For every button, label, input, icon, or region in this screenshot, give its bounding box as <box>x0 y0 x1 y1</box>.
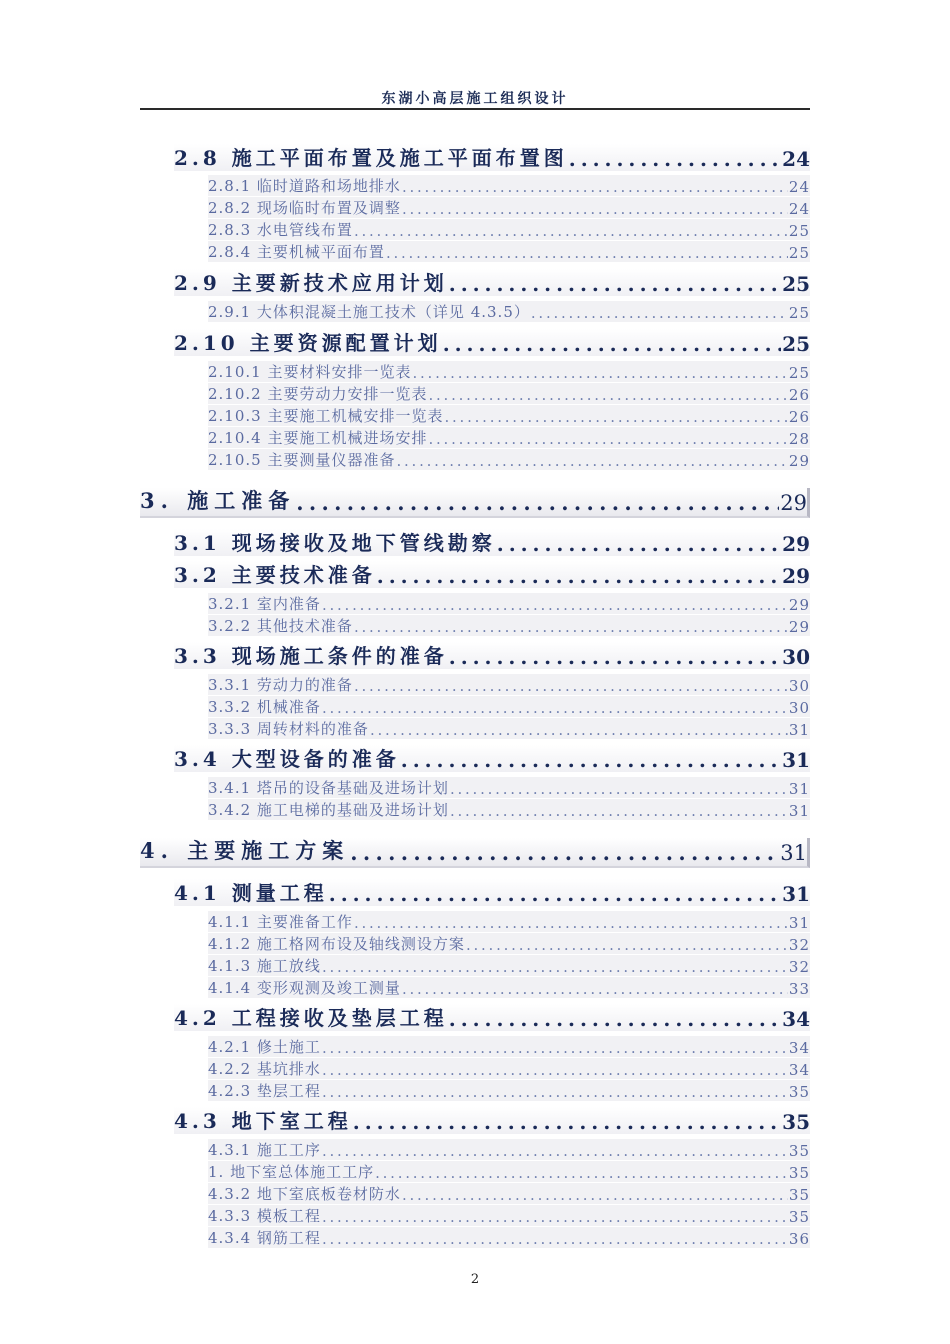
toc-entry-page: 31 <box>788 780 810 798</box>
toc-dot-leader <box>322 1208 788 1226</box>
toc-entry-page: 25 <box>788 304 810 322</box>
toc-entry-page: 25 <box>782 272 810 296</box>
toc-dot-leader <box>449 272 781 296</box>
toc-entry-title: 4.1.3 施工放线 <box>208 957 321 975</box>
toc-entry-level-3[interactable] <box>208 405 810 426</box>
toc-entry-page: 29 <box>788 452 810 470</box>
toc-dot-leader <box>450 802 788 820</box>
toc-dot-leader <box>322 1039 788 1057</box>
toc-dot-leader <box>412 364 787 382</box>
toc-dot-leader <box>354 914 788 932</box>
toc-entry-level-3[interactable] <box>208 301 810 322</box>
toc-dot-leader <box>396 452 787 470</box>
toc-entry-title: 2.9 主要新技术应用计划 <box>174 271 448 295</box>
toc-entry-title: 4.1 测量工程 <box>174 881 328 905</box>
toc-entry-level-3[interactable] <box>208 1161 810 1182</box>
toc-entry-page: 36 <box>788 1230 810 1248</box>
toc-entry-level-3[interactable] <box>208 1058 810 1079</box>
toc-dot-leader <box>428 386 787 404</box>
toc-entry-title: 4.1.4 变形观测及竣工测量 <box>208 979 401 997</box>
toc-entry-level-3[interactable] <box>208 718 810 739</box>
toc-entry-title: 4.2.2 基坑排水 <box>208 1060 321 1078</box>
toc-entry-title: 3.2.1 室内准备 <box>208 595 321 613</box>
toc-entry-title: 2.10 主要资源配置计划 <box>174 331 442 355</box>
toc-dot-leader <box>296 490 779 515</box>
toc-entry-level-3[interactable] <box>208 219 810 240</box>
toc-dot-leader <box>350 840 779 865</box>
toc-entry-page: 25 <box>788 222 810 240</box>
toc-entry-page: 32 <box>788 958 810 976</box>
toc-entry-page: 25 <box>788 244 810 262</box>
toc-entry-level-3[interactable] <box>208 1227 810 1248</box>
toc-entry-title: 2.10.4 主要施工机械进场安排 <box>208 429 428 447</box>
toc-entry-page: 34 <box>788 1039 810 1057</box>
toc-entry-title: 4.1.1 主要准备工作 <box>208 913 353 931</box>
toc-entry-level-3[interactable] <box>208 977 810 998</box>
toc-entry-title: 3. 施工准备 <box>140 488 296 513</box>
toc-dot-leader <box>497 532 781 556</box>
toc-dot-leader <box>444 408 787 426</box>
toc-entry-level-2[interactable] <box>174 329 810 356</box>
toc-entry-level-3[interactable] <box>208 674 810 695</box>
toc-entry-title: 3.3 现场施工条件的准备 <box>174 644 448 668</box>
toc-dot-leader <box>402 980 788 998</box>
toc-dot-leader <box>370 721 788 739</box>
toc-dot-leader <box>329 882 781 906</box>
toc-entry-level-3[interactable] <box>208 955 810 976</box>
toc-entry-level-3[interactable] <box>208 241 810 262</box>
toc-entry-page: 30 <box>788 677 810 695</box>
toc-dot-leader <box>322 1061 788 1079</box>
toc-entry-level-3[interactable] <box>208 696 810 717</box>
toc-entry-page: 31 <box>788 802 810 820</box>
toc-entry-title: 4.2 工程接收及垫层工程 <box>174 1006 448 1030</box>
toc-dot-leader <box>449 645 781 669</box>
toc-entry-title: 4.3.1 施工工序 <box>208 1141 321 1159</box>
toc-entry-level-3[interactable] <box>208 799 810 820</box>
toc-dot-leader <box>386 244 788 262</box>
toc-entry-page: 34 <box>788 1061 810 1079</box>
toc-dot-leader <box>401 748 781 772</box>
toc-entry-title: 4.2.1 修土施工 <box>208 1038 321 1056</box>
toc-entry-title: 3.2 主要技术准备 <box>174 563 376 587</box>
page-number: 2 <box>470 1272 480 1287</box>
toc-entry-page: 29 <box>780 491 807 515</box>
toc-entry-title: 2.10.2 主要劳动力安排一览表 <box>208 385 428 403</box>
toc-dot-leader <box>531 304 788 322</box>
toc-dot-leader <box>450 780 788 798</box>
toc-entry-page: 31 <box>788 721 810 739</box>
toc-entry-level-1[interactable] <box>140 838 810 868</box>
toc-entry-page: 34 <box>782 1007 810 1031</box>
toc-entry-level-2[interactable] <box>174 745 810 772</box>
toc-entry-level-3[interactable] <box>208 1205 810 1226</box>
toc-entry-title: 3.4 大型设备的准备 <box>174 747 400 771</box>
toc-entry-page: 35 <box>782 1110 810 1134</box>
toc-entry-level-1[interactable] <box>140 488 810 518</box>
toc-entry-page: 31 <box>782 748 810 772</box>
toc-entry-page: 31 <box>782 882 810 906</box>
toc-entry-title: 2.9.1 大体积混凝土施工技术（详见 4.3.5） <box>208 303 530 321</box>
toc-entry-page: 35 <box>788 1208 810 1226</box>
toc-entry-title: 4. 主要施工方案 <box>140 838 350 863</box>
toc-dot-leader <box>322 958 788 976</box>
toc-entry-title: 3.3.3 周转材料的准备 <box>208 720 369 738</box>
toc-entry-title: 4.3 地下室工程 <box>174 1109 352 1133</box>
toc-entry-title: 3.4.2 施工电梯的基础及进场计划 <box>208 801 449 819</box>
toc-dot-leader <box>353 1110 781 1134</box>
toc-dot-leader <box>402 1186 788 1204</box>
toc-entry-page: 35 <box>788 1142 810 1160</box>
toc-entry-level-3[interactable] <box>208 593 810 614</box>
toc-entry-level-3[interactable] <box>208 933 810 954</box>
toc-entry-level-3[interactable] <box>208 361 810 382</box>
toc-entry-page: 26 <box>788 386 810 404</box>
toc-entry-page: 24 <box>788 178 810 196</box>
toc-dot-leader <box>402 178 788 196</box>
toc-entry-page: 29 <box>788 596 810 614</box>
toc-entry-level-3[interactable] <box>208 427 810 448</box>
toc-entry-page: 35 <box>788 1186 810 1204</box>
toc-entry-page: 30 <box>788 699 810 717</box>
toc-entry-level-2[interactable] <box>174 144 810 171</box>
toc-entry-title: 3.1 现场接收及地下管线勘察 <box>174 531 496 555</box>
toc-entry-title: 2.8.2 现场临时布置及调整 <box>208 199 401 217</box>
toc-entry-page: 32 <box>788 936 810 954</box>
toc-dot-leader <box>322 596 788 614</box>
toc-entry-title: 3.4.1 塔吊的设备基础及进场计划 <box>208 779 449 797</box>
toc-dot-leader <box>428 430 787 448</box>
toc-entry-level-3[interactable] <box>208 911 810 932</box>
toc-entry-page: 25 <box>782 332 810 356</box>
toc-entry-title: 3.2.2 其他技术准备 <box>208 617 353 635</box>
toc-entry-title: 2.8 施工平面布置及施工平面布置图 <box>174 146 568 170</box>
toc-entry-level-3[interactable] <box>208 1080 810 1101</box>
toc-entry-page: 33 <box>788 980 810 998</box>
toc-entry-page: 35 <box>788 1164 810 1182</box>
toc-entry-page: 31 <box>780 841 807 865</box>
toc-dot-leader <box>354 677 788 695</box>
document-header: 东湖小高层施工组织设计 <box>381 91 569 107</box>
toc-entry-title: 2.10.1 主要材料安排一览表 <box>208 363 412 381</box>
toc-entry-title: 4.3.4 钢筋工程 <box>208 1229 321 1247</box>
toc-dot-leader <box>322 1142 788 1160</box>
toc-entry-page: 29 <box>782 564 810 588</box>
toc-entry-level-2[interactable] <box>174 879 810 906</box>
toc-entry-title: 4.2.3 垫层工程 <box>208 1082 321 1100</box>
toc-dot-leader <box>449 1007 781 1031</box>
toc-dot-leader <box>402 200 788 218</box>
toc-entry-level-3[interactable] <box>208 175 810 196</box>
toc-entry-page: 25 <box>788 364 810 382</box>
toc-entry-level-2[interactable] <box>174 642 810 669</box>
toc-entry-level-3[interactable] <box>208 1036 810 1057</box>
toc-entry-level-3[interactable] <box>208 1139 810 1160</box>
toc-entry-page: 26 <box>788 408 810 426</box>
toc-entry-level-2[interactable] <box>174 269 810 296</box>
toc-entry-title: 4.3.3 模板工程 <box>208 1207 321 1225</box>
toc-dot-leader <box>375 1164 788 1182</box>
toc-entry-page: 24 <box>788 200 810 218</box>
toc-dot-leader <box>322 699 788 717</box>
toc-entry-level-2[interactable] <box>174 1107 810 1134</box>
toc-dot-leader <box>569 147 781 171</box>
toc-entry-page: 24 <box>782 147 810 171</box>
toc-entry-title: 4.1.2 施工格网布设及轴线测设方案 <box>208 935 465 953</box>
toc-entry-title: 1. 地下室总体施工工序 <box>208 1163 375 1181</box>
toc-entry-level-2[interactable] <box>174 529 810 556</box>
toc-dot-leader <box>322 1083 788 1101</box>
toc-dot-leader <box>443 332 781 356</box>
toc-entry-title: 3.3.2 机械准备 <box>208 698 321 716</box>
toc-entry-title: 2.8.1 临时道路和场地排水 <box>208 177 401 195</box>
toc-dot-leader <box>322 1230 788 1248</box>
toc-entry-title: 2.8.4 主要机械平面布置 <box>208 243 385 261</box>
toc-dot-leader <box>354 222 788 240</box>
toc-entry-page: 35 <box>788 1083 810 1101</box>
toc-entry-title: 2.10.3 主要施工机械安排一览表 <box>208 407 444 425</box>
toc-entry-page: 30 <box>782 645 810 669</box>
toc-entry-page: 29 <box>782 532 810 556</box>
toc-entry-title: 2.8.3 水电管线布置 <box>208 221 353 239</box>
toc-entry-level-3[interactable] <box>208 197 810 218</box>
toc-entry-level-3[interactable] <box>208 1183 810 1204</box>
toc-entry-level-3[interactable] <box>208 449 810 470</box>
toc-entry-title: 4.3.2 地下室底板卷材防水 <box>208 1185 401 1203</box>
toc-entry-level-3[interactable] <box>208 777 810 798</box>
toc-entry-title: 2.10.5 主要测量仪器准备 <box>208 451 396 469</box>
toc-entry-title: 3.3.1 劳动力的准备 <box>208 676 353 694</box>
toc-entry-level-2[interactable] <box>174 1004 810 1031</box>
toc-entry-level-3[interactable] <box>208 383 810 404</box>
toc-entry-page: 31 <box>788 914 810 932</box>
toc-entry-level-3[interactable] <box>208 615 810 636</box>
toc-entry-page: 28 <box>788 430 810 448</box>
toc-entry-page: 29 <box>788 618 810 636</box>
toc-dot-leader <box>354 618 788 636</box>
toc-dot-leader <box>377 564 781 588</box>
toc-entry-level-2[interactable] <box>174 561 810 588</box>
toc-dot-leader <box>466 936 788 954</box>
